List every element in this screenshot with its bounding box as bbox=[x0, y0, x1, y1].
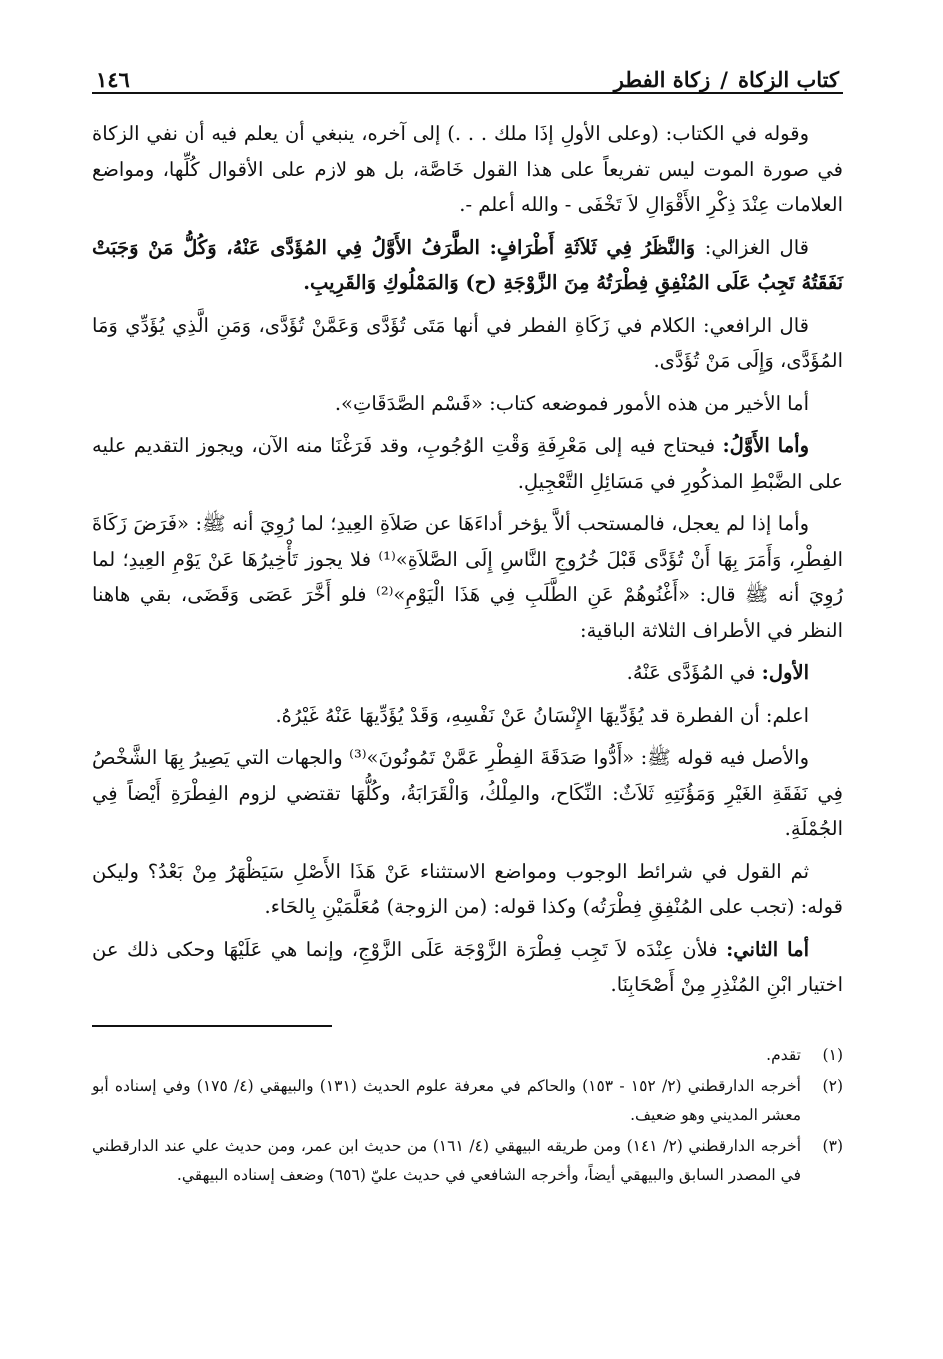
paragraph-9: والأصل فيه قوله ﷺ: «أَدُّوا صَدَقَةَ الفِطْرِ عَمَّنْ تَمُونُونَ»⁽³⁾ والجهات التي يَصِيرُ بِهَا الشَّخْصُ فِي نَفَقَةِ الغَيْرِ وَمَؤُنَتِهِ ثَلاَثٌ: النِّكَاح، والمِلْكُ، وَالْقَرَابَةُ، وكُلُّهَا تقتضي لزوم الفِطْرَةِ أَيْضاً فِي الجُمْلَةِ. bbox=[92, 746, 843, 840]
paragraph-ghazali bbox=[92, 230, 843, 301]
paragraph-lead: قال الغزالي: bbox=[704, 235, 809, 259]
paragraph-11 bbox=[92, 932, 843, 1003]
book-title: كتاب الزكاة bbox=[737, 67, 839, 92]
paragraph-8: اعلم: أن الفطرة قد يُؤَدِّيهَا الإِنْسَانُ عَنْ نَفْسِهِ، وَقَدْ يُؤَدِّيهَا عَنْهُ غَيْرُهُ. bbox=[275, 703, 809, 727]
running-header bbox=[92, 48, 843, 94]
footnote-2 bbox=[92, 1072, 843, 1130]
paragraph-text: في المُؤَدَّى عَنْهُ. bbox=[626, 661, 756, 684]
paragraph-10: ثم القول في شرائط الوجوب ومواضع الاستثناء عَنْ هَذَا الأَصْلِ سَيَظْهَرُ مِنْ بَعْدُ؟ وليكن قوله: (تجب على المُنْفِقِ فِطْرَتُه) وكذا قوله: (من الزوجة) مُعَلَّمَيْنِ بِالحَاء. bbox=[92, 859, 843, 918]
footnote-number: (١) bbox=[822, 1045, 843, 1064]
footnote-number: (٢) bbox=[822, 1076, 843, 1095]
footnote-text: أخرجه الدارقطني (٢/ ١٥٢ - ١٥٣) والحاكم في معرفة علوم الحديث (١٣١) والبيهقي (٤/ ١٧٥) وفي إسناده أبو معشر المديني وهو ضعيف. bbox=[92, 1076, 801, 1124]
paragraph-4: أما الأخير من هذه الأمور فموضعه كتاب: «قَسْم الصَّدَقَاتِ». bbox=[334, 391, 809, 415]
paragraph-lead: وأما الأَوَّلُ: bbox=[722, 434, 809, 457]
footnote-rule bbox=[92, 1025, 332, 1027]
paragraph-1: وقوله في الكتاب: (وعلى الأولِ إذَا ملك . . .) إلى آخره، ينبغي أن يعلم فيه أن نفي الزكاة في صورة الموت ليس تفريعاً على هذا القول خَاصَّة، بل هو لازم على الأقوال كُلِّها، ومواضع العلامات عِنْدَ ذِكْرِ الأَقْوَالِ لاَ تَخْفَى - والله أعلم -. bbox=[92, 122, 843, 216]
paragraph-lead: الأول: bbox=[761, 661, 809, 684]
paragraph-text: وَالنَّظَرُ فِي ثَلاَثَةِ أَطْرَافٍ: الطَّرَفُ الأَوَّلُ فِي المُؤَدَّى عَنْهُ، وَكُلُّ مَنْ وَجَبَتْ نَفَقَتُهُ تَجِبُ عَلَى المُنْفِقِ فِطْرَتُهُ مِنَ الزَّوْجَةِ (ح) وَالمَمْلُوكِ وَالقَرِيبِ. bbox=[92, 235, 843, 294]
footnote-text: أخرجه الدارقطني (٢/ ١٤١) ومن طريقه البيهقي (٤/ ١٦١) من حديث ابن عمر، ومن حديث علي عند الدارقطني في المصدر السابق والبيهقي أيضاً، وأخرجه الشافعي في حديث عليّ (٦٥٦) وضعف إسناده البيهقي. bbox=[92, 1136, 802, 1184]
footnote-number: (٣) bbox=[822, 1136, 843, 1155]
footnote-3 bbox=[92, 1132, 843, 1190]
page-number: ١٤٦ bbox=[96, 67, 130, 92]
paragraph-lead: أما الثاني: bbox=[726, 937, 809, 961]
chapter-title: زكاة الفطر bbox=[613, 67, 711, 92]
footnotes bbox=[92, 1025, 843, 1190]
paragraph-text: فيحتاج فيه إلى مَعْرِفَةِ وَقْتِ الوُجُوبِ، وقد فَرَغْنَا منه الآن، ويجوز التقديم عليه على الضَّبْطِ المذكُورِ في مَسَائِلِ التَّعْجِيلِ. bbox=[92, 434, 843, 493]
paragraph-6: وأما إذا لم يعجل، فالمستحب ألاَّ يؤخر أداءَهَا عن صَلاَةِ العِيدِ؛ لما رُوِيَ أنه ﷺ: «فَرَضَ زَكَاةَ الفِطْرِ، وَأَمَرَ بِهَا أَنْ تُؤَدَّى قَبْلَ خُرُوجِ النَّاسِ إِلَى الصَّلاَةِ»⁽¹⁾ فلا يجوز تَأْخِيرُهَا عَنْ يَوْمِ العِيدِ؛ لما رُوِيَ أنه ﷺ قال: «أَغْنُوهُمْ عَنِ الطَّلَبِ فِي هَذَا الْيَوْمِ»⁽²⁾ فلو أَخَّرَ عَصَى وَقَضَى، بقي هاهنا النظر في الأطراف الثلاثة الباقية: bbox=[92, 512, 844, 642]
main-text bbox=[92, 94, 843, 1003]
footnote-text: تقدم. bbox=[766, 1045, 801, 1064]
header-separator: / bbox=[720, 67, 728, 92]
paragraph-5 bbox=[92, 428, 843, 499]
paragraph-text: فلأن عِنْدَه لاَ تَجِب فِطْرَة الزَّوْجَة عَلَى الزَّوْجِ، وإنما هي عَلَيْهَا وحكى ذلك عن اختيار ابْنِ المُنْذِرِ مِنْ أَصْحَابِنَا. bbox=[92, 937, 843, 996]
footnote-1 bbox=[92, 1041, 843, 1070]
header-title bbox=[614, 67, 839, 92]
paragraph-rafii: قال الرافعي: الكلام في زَكَاةِ الفطر في أنها مَتَى تُؤَدَّى وَعَمَّنْ تُؤَدَّى، وَمَنِ الَّذِي يُؤَدِّي وَمَا المُؤَدَّى، وَإِلَى مَنْ تُؤَدَّى. bbox=[92, 313, 843, 372]
paragraph-7 bbox=[92, 655, 843, 691]
